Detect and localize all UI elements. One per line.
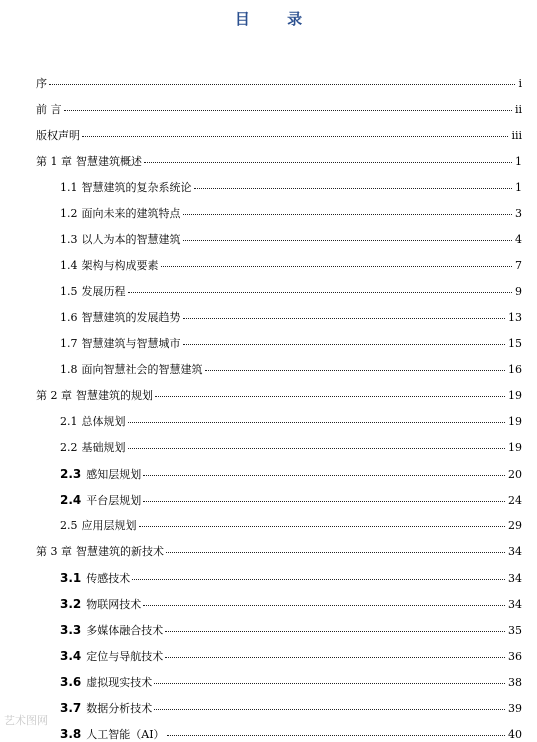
toc-entry[interactable] [60,233,522,247]
toc-entry-page: 34 [508,598,522,611]
dot-leader [144,162,512,163]
toc-entry[interactable] [36,545,522,559]
toc-entry-page: 24 [508,494,522,507]
toc-entry-number: 1.3 [60,233,78,246]
toc-entry-number: 3.2 [60,597,82,611]
toc-entry-page: 1 [515,155,522,168]
toc-entry-number: 2.5 [60,519,78,532]
dot-leader [139,526,506,527]
dot-leader [143,501,505,502]
toc-entry-title: 智慧建筑的新技术 [76,545,164,558]
toc-entry-title: 定位与导航技术 [86,650,164,663]
toc-heading: 目 录 [234,10,319,28]
toc-entry[interactable] [60,623,522,638]
dot-leader [183,318,506,319]
toc-entry-number: 第 3 章 [36,545,72,558]
toc-entry-page: 19 [508,389,522,402]
toc-entry[interactable] [60,597,522,612]
dot-leader [183,240,513,241]
toc-entry-number: 1.5 [60,285,78,298]
toc-entry[interactable] [36,155,522,169]
toc-entry-title: 物联网技术 [86,598,142,611]
dot-leader [128,422,506,423]
toc-entry[interactable] [60,181,522,195]
toc-entry[interactable] [60,675,522,690]
toc-entry-number: 2.4 [60,493,82,507]
toc-entry-title: 应用层规划 [81,519,137,532]
toc-entry-number: 1.1 [60,181,78,194]
toc-entry-title: 智慧建筑的发展趋势 [81,311,181,324]
toc-entry[interactable] [60,337,522,351]
toc-entry-number: 2.2 [60,441,78,454]
dot-leader [194,188,513,189]
dot-leader [132,579,505,580]
dot-leader [205,370,506,371]
toc-entry[interactable] [60,701,522,716]
dot-leader [154,683,505,684]
dot-leader [161,266,513,267]
toc-entry-number: 1.7 [60,337,78,350]
toc-entry[interactable] [60,363,522,377]
dot-leader [143,605,505,606]
toc-entry-number: 1.2 [60,207,78,220]
toc-entry-title: 智慧建筑的规划 [76,389,153,402]
toc-entry[interactable] [60,727,522,742]
toc-entry[interactable] [60,649,522,664]
toc-entry-page: 35 [508,624,522,637]
dot-leader [154,709,505,710]
toc-entry-title: 基础规划 [81,441,126,454]
toc-entry-title: 以人为本的智慧建筑 [81,233,181,246]
toc-entry-title: 序 [36,77,47,90]
toc-entry-page: 15 [508,337,522,350]
toc-entry-page: 34 [508,572,522,585]
dot-leader [183,344,506,345]
watermark: 艺术图网 [4,714,48,727]
toc-entry-page: 20 [508,468,522,481]
dot-leader [82,136,508,137]
toc-entry-title: 智慧建筑的复杂系统论 [81,181,192,194]
toc-entry[interactable] [60,207,522,221]
toc-entry-number: 3.3 [60,623,82,637]
toc-entry[interactable] [36,389,522,403]
dot-leader [183,214,513,215]
toc-entry[interactable] [36,77,522,91]
toc-entry-title: 人工智能（AI） [86,728,165,741]
toc-entry[interactable] [36,103,522,117]
toc-entry[interactable] [36,129,522,143]
toc-entry[interactable] [60,467,522,482]
toc-entry-page: 3 [515,207,522,220]
toc-entry-number: 2.3 [60,467,82,481]
toc-entry-title: 智慧建筑与智慧城市 [81,337,181,350]
dot-leader [165,657,505,658]
toc-entry-title: 面向智慧社会的智慧建筑 [81,363,203,376]
toc-entry-number: 1.6 [60,311,78,324]
dot-leader [49,84,515,85]
toc-entry-title: 平台层规划 [86,494,142,507]
toc-entry-number: 1.4 [60,259,78,272]
toc-entry-page: 13 [508,311,522,324]
toc-entry-page: 40 [508,728,522,741]
toc-entry-page: 1 [515,181,522,194]
toc-entry-title: 架构与构成要素 [81,259,159,272]
toc-entry-title: 虚拟现实技术 [86,676,153,689]
toc-entry-number: 3.6 [60,675,82,689]
dot-leader [155,396,505,397]
toc-entry-title: 发展历程 [81,285,126,298]
toc-entry-title: 传感技术 [86,572,131,585]
toc-entry[interactable] [60,285,522,299]
dot-leader [128,292,513,293]
toc-entry-title: 总体规划 [81,415,126,428]
dot-leader [166,552,505,553]
toc-entry-page: 29 [508,519,522,532]
toc-entry-page: 16 [508,363,522,376]
toc-entry-title: 多媒体融合技术 [86,624,164,637]
toc-entry-number: 第 2 章 [36,389,72,402]
toc-entry-number: 1.8 [60,363,78,376]
toc-entry-title: 数据分析技术 [86,702,153,715]
toc-entry-page: 34 [508,545,522,558]
toc-entry-number: 3.4 [60,649,82,663]
toc-entry-page: 39 [508,702,522,715]
toc-entry-page: 7 [515,259,522,272]
toc-entry-title: 前 言 [36,103,62,116]
toc-entry-title: 版权声明 [36,129,80,142]
toc-entry-page: 4 [515,233,522,246]
toc-entry-page: 9 [515,285,522,298]
dot-leader [64,110,512,111]
toc-entry-page: i [518,77,522,90]
toc-entry-number: 3.8 [60,727,82,741]
toc-entry-page: 19 [508,415,522,428]
toc-entry-title: 智慧建筑概述 [76,155,142,168]
toc-entry-number: 3.7 [60,701,82,715]
toc-entry[interactable] [60,519,522,533]
toc-entry[interactable] [60,571,522,586]
toc-entry-page: iii [511,129,522,142]
toc-entry-page: ii [514,103,522,116]
dot-leader [143,475,505,476]
toc-entry-page: 19 [508,441,522,454]
toc-entry-number: 第 1 章 [36,155,72,168]
toc-entry-title: 感知层规划 [86,468,142,481]
toc-entry[interactable] [60,311,522,325]
toc-entry-page: 36 [508,650,522,663]
dot-leader [165,631,505,632]
dot-leader [128,448,506,449]
toc-entry[interactable] [60,441,522,455]
toc-entry[interactable] [60,415,522,429]
toc-entry-number: 3.1 [60,571,82,585]
toc-entry[interactable] [60,493,522,508]
toc-entry-number: 2.1 [60,415,78,428]
toc-entry-page: 38 [508,676,522,689]
toc-entry-title: 面向未来的建筑特点 [81,207,181,220]
toc-entry[interactable] [60,259,522,273]
